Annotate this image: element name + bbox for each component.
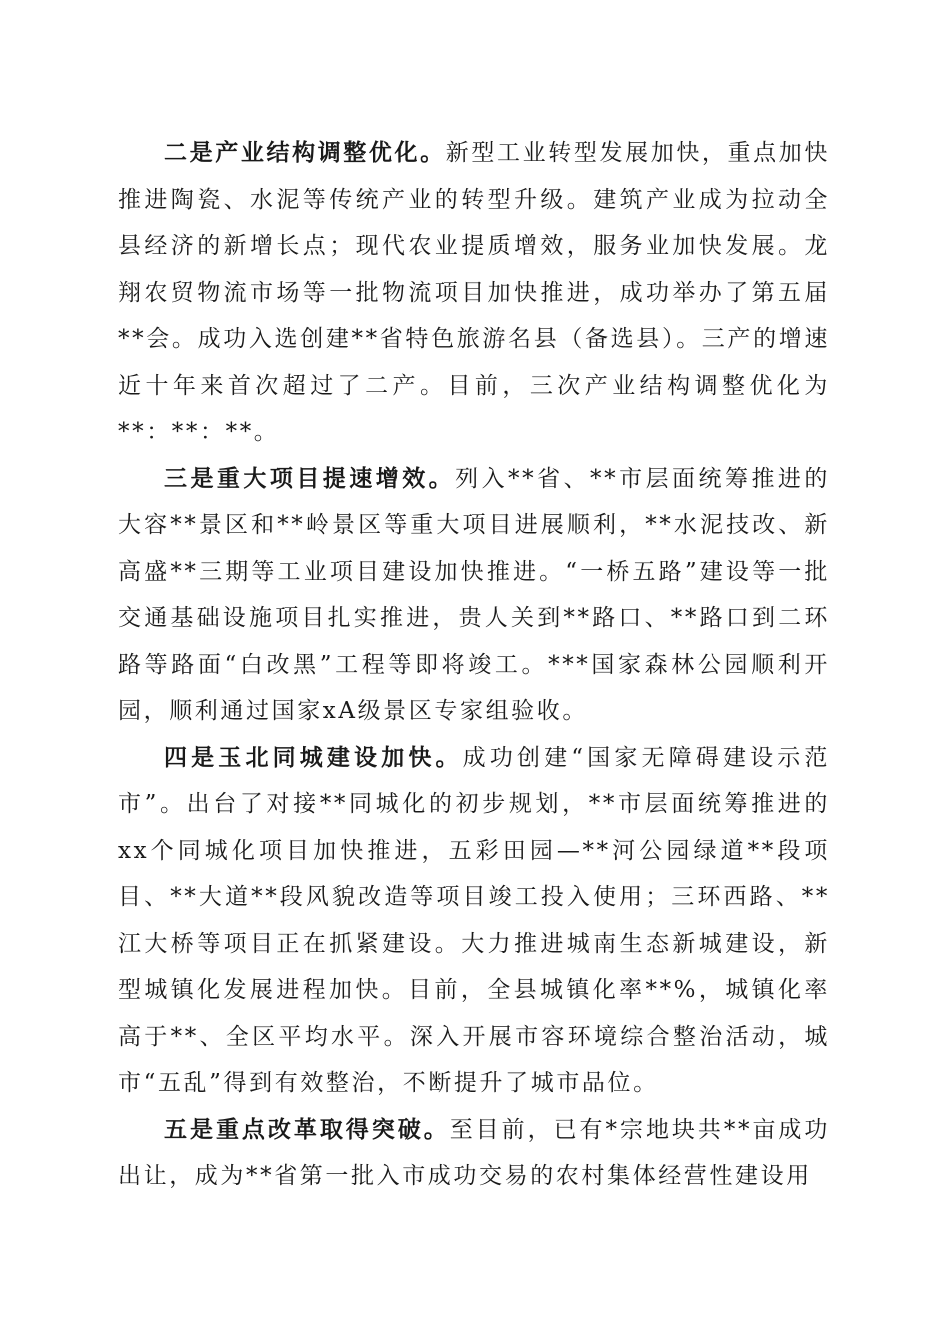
- paragraph-heading: 二是产业结构调整优化。: [164, 139, 446, 166]
- paragraph-heading: 五是重点改革取得突破。: [164, 1115, 450, 1143]
- document-body: [118, 130, 830, 1200]
- paragraph-text: 列入**省、**市层面统筹推进的大容**景区和**岭景区等重大项目进展顺利，**水泥技改、新高盛**三期等工业项目建设加快推进。“一桥五路”建设等一批交通基础设施项目扎实推进，贵人关到**路口、**路口到二环路等路面“白改黑”工程等即将竣工。***国家森林公园顺利开园，顺利通过国家xA级景区专家组验收。: [118, 465, 830, 724]
- paragraph-major-projects: [118, 456, 830, 735]
- paragraph-industry-structure: [118, 130, 830, 456]
- paragraph-same-city: [118, 735, 830, 1107]
- paragraph-key-reform: [118, 1107, 830, 1200]
- paragraph-text: 新型工业转型发展加快，重点加快推进陶瓷、水泥等传统产业的转型升级。建筑产业成为拉动全县经济的新增长点；现代农业提质增效，服务业加快发展。龙翔农贸物流市场等一批物流项目加快推进，成功举办了第五届**会。成功入选创建**省特色旅游名县（备选县）。三产的增速近十年来首次超过了二产。目前，三次产业结构调整优化为**：**：**。: [118, 140, 830, 445]
- paragraph-heading: 四是玉北同城建设加快。: [164, 743, 463, 771]
- paragraph-text: 至目前，已有*宗地块共**亩成功出让，成为**省第一批入市成功交易的农村集体经营性建设用: [118, 1116, 830, 1189]
- paragraph-heading: 三是重大项目提速增效。: [164, 464, 456, 492]
- paragraph-text: 成功创建“国家无障碍建设示范市”。出台了对接**同城化的初步规划，**市层面统筹推进的xx个同城化项目加快推进，五彩田园—**河公园绿道**段项目、**大道**段风貌改造等项目竣工投入使用；三环西路、**江大桥等项目正在抓紧建设。大力推进城南生态新城建设，新型城镇化发展进程加快。目前，全县城镇化率**%，城镇化率高于**、全区平均水平。深入开展市容环境综合整治活动，城市“五乱”得到有效整治，不断提升了城市品位。: [118, 744, 830, 1096]
